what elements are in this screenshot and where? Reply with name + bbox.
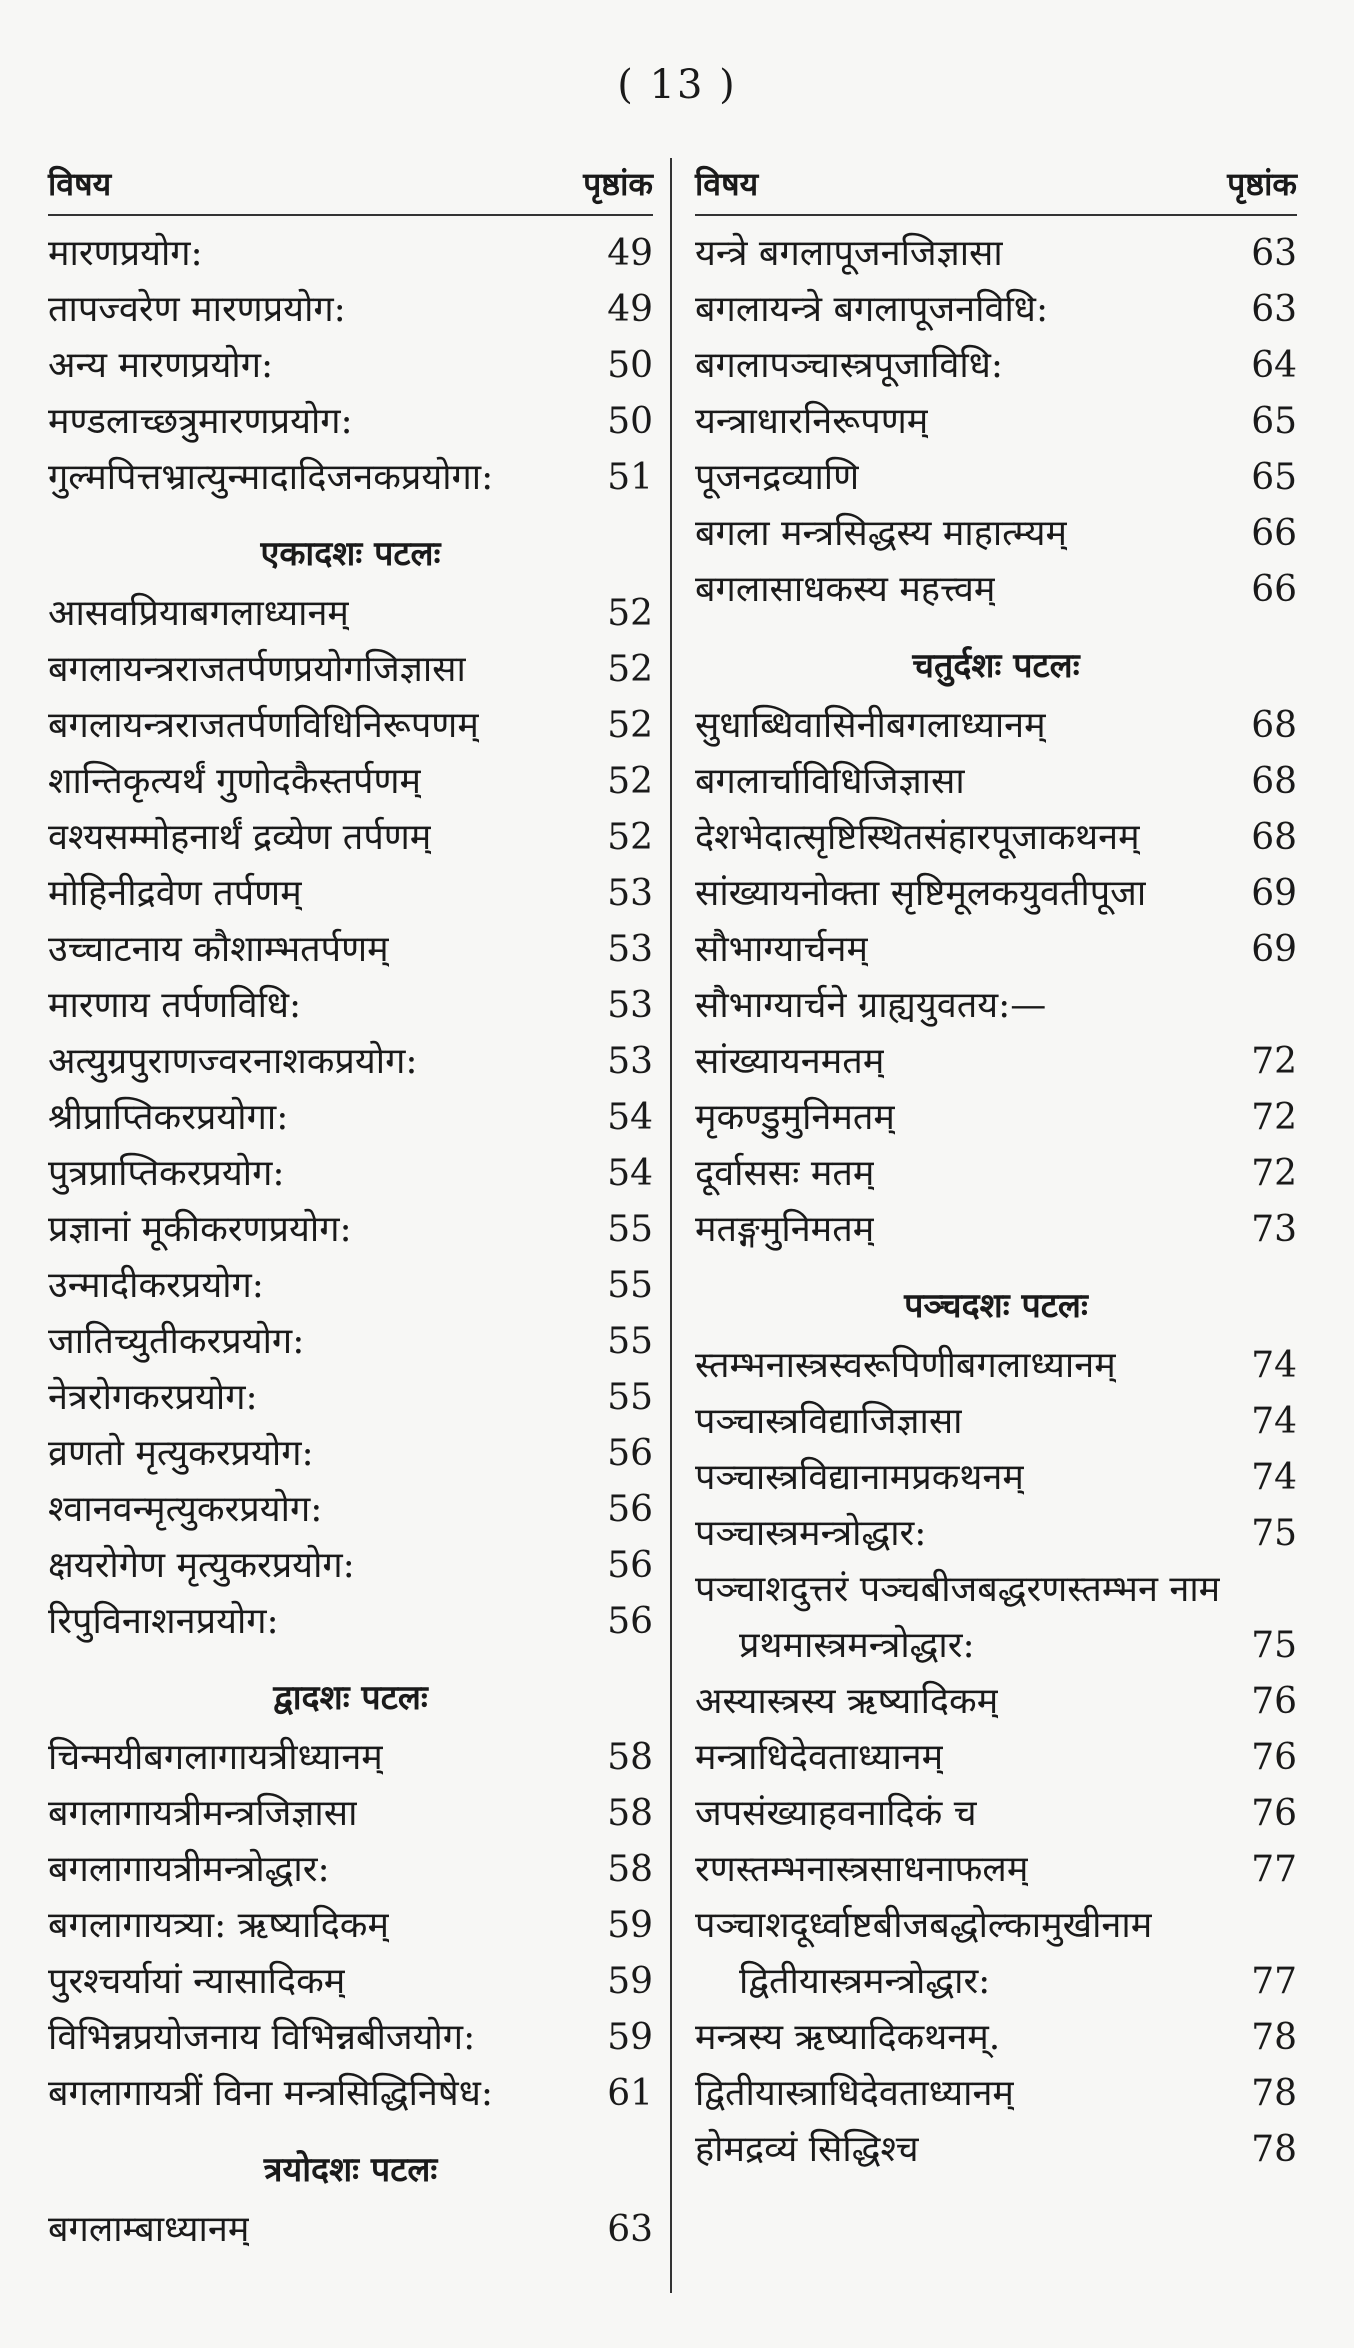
chapter-heading: एकादशः पटलः xyxy=(260,534,441,574)
toc-entry xyxy=(695,1450,1297,1506)
page-number: ( 13 ) xyxy=(617,62,737,108)
toc-entry-title: श्वानवन्मृत्युकरप्रयोग: xyxy=(48,1489,323,1530)
toc-entry-title: मारणप्रयोग: xyxy=(48,233,203,274)
toc-entry-title: मण्डलाच्छत्रुमारणप्रयोग: xyxy=(48,401,353,442)
toc-entry-page: 69 xyxy=(1251,929,1297,970)
toc-entry-title: बगलायन्त्रराजतर्पणविधिनिरूपणम् xyxy=(48,705,479,746)
column-divider xyxy=(670,158,672,2293)
toc-entry xyxy=(695,338,1297,394)
toc-entry-page: 49 xyxy=(607,289,653,330)
toc-entry xyxy=(695,978,1297,1034)
toc-entry xyxy=(48,2202,653,2258)
toc-entry-title: स्तम्भनास्त्रस्वरूपिणीबगलाध्यानम् xyxy=(695,1345,1116,1386)
toc-entry-page: 64 xyxy=(1251,345,1297,386)
toc-entry xyxy=(695,282,1297,338)
toc-entry-title: गुल्मपित्तभ्रात्युन्मादादिजनकप्रयोगा: xyxy=(48,457,494,498)
toc-entry-page: 72 xyxy=(1251,1097,1297,1138)
toc-entry-title: उच्चाटनाय कौशाम्भतर्पणम् xyxy=(48,929,389,970)
toc-entry-page: 66 xyxy=(1251,569,1297,610)
toc-entry-page: 63 xyxy=(1251,289,1297,330)
toc-entry-title: पञ्चास्त्रमन्त्रोद्धार: xyxy=(695,1513,927,1554)
toc-entry-page: 54 xyxy=(607,1153,653,1194)
toc-entry-page: 51 xyxy=(607,457,653,498)
toc-entry xyxy=(695,810,1297,866)
toc-entry-title: जपसंख्याहवनादिकं च xyxy=(695,1793,977,1834)
toc-entry-page: 53 xyxy=(607,985,653,1026)
subject-heading: विषय xyxy=(48,165,112,203)
toc-entry-page: 55 xyxy=(607,1209,653,1250)
toc-entry-title: बगलाम्बाध्यानम् xyxy=(48,2209,250,2250)
chapter-heading: चतुर्दशः पटलः xyxy=(912,646,1080,686)
toc-entry-page: 49 xyxy=(607,233,653,274)
left-column-header xyxy=(48,162,653,216)
toc-entry-title: यन्त्रे बगलापूजनजिज्ञासा xyxy=(695,233,1003,274)
toc-entry-title: पञ्चास्त्रविद्यानामप्रकथनम् xyxy=(695,1457,1024,1498)
toc-entry-title: रिपुविनाशनप्रयोग: xyxy=(48,1601,279,1642)
toc-entry-title: द्वितीयास्त्रमन्त्रोद्धार: xyxy=(739,1961,991,2002)
toc-entry xyxy=(48,2010,653,2066)
toc-entry-page: 53 xyxy=(607,873,653,914)
toc-entry-page: 78 xyxy=(1251,2129,1297,2170)
toc-entry-page: 73 xyxy=(1251,1209,1297,1250)
toc-entry-page: 52 xyxy=(607,817,653,858)
toc-entry-page: 52 xyxy=(607,761,653,802)
left-column xyxy=(48,162,653,2258)
toc-entry-page: 55 xyxy=(607,1321,653,1362)
toc-entry-page: 59 xyxy=(607,1905,653,1946)
chapter-heading: द्वादशः पटलः xyxy=(273,1678,428,1718)
toc-entry xyxy=(48,754,653,810)
toc-entry-page: 59 xyxy=(607,2017,653,2058)
toc-entry-page: 75 xyxy=(1251,1625,1297,1666)
toc-entry-page: 74 xyxy=(1251,1457,1297,1498)
toc-entry xyxy=(48,2066,653,2122)
toc-entry-title: सौभाग्यार्चनम् xyxy=(695,929,868,970)
toc-entry xyxy=(695,1146,1297,1202)
toc-entry-title: शान्तिकृत्यर्थं गुणोदकैस्तर्पणम् xyxy=(48,761,422,802)
toc-entry-page: 53 xyxy=(607,1041,653,1082)
toc-entry xyxy=(695,1394,1297,1450)
toc-entry-title: होमद्रव्यं सिद्धिश्च xyxy=(695,2129,919,2170)
toc-entry-page: 66 xyxy=(1251,513,1297,554)
toc-entry-page: 63 xyxy=(607,2209,653,2250)
chapter-heading: पञ्चदशः पटलः xyxy=(904,1286,1088,1326)
toc-entry-title: बगलासाधकस्य महत्त्वम् xyxy=(695,569,996,610)
toc-entry-page: 56 xyxy=(607,1545,653,1586)
toc-entry xyxy=(48,1258,653,1314)
toc-entry-page: 78 xyxy=(1251,2073,1297,2114)
toc-entry-title: बगलागायत्रीमन्त्रोद्धार: xyxy=(48,1849,330,1890)
toc-entry xyxy=(695,450,1297,506)
toc-entry-page: 55 xyxy=(607,1265,653,1306)
right-column xyxy=(695,162,1297,2178)
toc-entry-title: पञ्चाशदूर्ध्वाष्टबीजबद्धोल्कामुखीनाम xyxy=(695,1905,1153,1946)
toc-entry xyxy=(48,1482,653,1538)
toc-entry-page: 50 xyxy=(607,401,653,442)
toc-entry xyxy=(695,1338,1297,1394)
toc-entry-title: नेत्ररोगकरप्रयोग: xyxy=(48,1377,258,1418)
page-heading: पृष्ठांक xyxy=(583,165,653,203)
right-entries-list xyxy=(695,226,1297,2178)
toc-entry-title: बगला मन्त्रसिद्धस्य माहात्म्यम् xyxy=(695,513,1068,554)
toc-entry-page: 77 xyxy=(1251,1961,1297,2002)
toc-entry-title: प्रथमास्त्रमन्त्रोद्धार: xyxy=(739,1625,975,1666)
toc-entry-title: मोहिनीद्रवेण तर्पणम् xyxy=(48,873,302,914)
toc-entry-title: रणस्तम्भनास्त्रसाधनाफलम् xyxy=(695,1849,1029,1890)
toc-entry-title: सौभाग्यार्चने ग्राह्ययुवतय:— xyxy=(695,985,1047,1026)
toc-entry-title: पूजनद्रव्याणि xyxy=(695,457,860,498)
toc-entry xyxy=(48,450,653,506)
toc-entry-title: बगलापञ्चास्त्रपूजाविधि: xyxy=(695,345,1004,386)
toc-entry-title: अस्यास्त्रस्य ऋष्यादिकम् xyxy=(695,1681,999,1722)
toc-entry xyxy=(695,922,1297,978)
toc-entry xyxy=(695,1954,1297,2010)
toc-entry xyxy=(48,698,653,754)
toc-entry xyxy=(48,1594,653,1650)
toc-entry-title: द्वितीयास्त्राधिदेवताध्यानम् xyxy=(695,2073,1014,2114)
toc-entry-page: 78 xyxy=(1251,2017,1297,2058)
toc-entry-page: 68 xyxy=(1251,761,1297,802)
toc-entry xyxy=(695,506,1297,562)
toc-entry-page: 68 xyxy=(1251,705,1297,746)
toc-entry-page: 76 xyxy=(1251,1793,1297,1834)
toc-entry xyxy=(695,1562,1297,1618)
toc-entry-title: सुधाब्धिवासिनीबगलाध्यानम् xyxy=(695,705,1046,746)
toc-entry xyxy=(695,226,1297,282)
toc-entry xyxy=(48,978,653,1034)
toc-entry-title: चिन्मयीबगलागायत्रीध्यानम् xyxy=(48,1737,383,1778)
toc-entry-page: 58 xyxy=(607,1793,653,1834)
toc-entry-title: पुरश्चर्यायां न्यासादिकम् xyxy=(48,1961,346,2002)
toc-entry-page: 52 xyxy=(607,705,653,746)
toc-entry-title: बगलागायत्र्या: ऋष्यादिकम् xyxy=(48,1905,389,1946)
toc-entry-page: 52 xyxy=(607,649,653,690)
toc-entry xyxy=(48,1034,653,1090)
toc-entry-title: अन्य मारणप्रयोग: xyxy=(48,345,274,386)
toc-entry xyxy=(48,338,653,394)
toc-entry xyxy=(695,2122,1297,2178)
toc-entry-page: 72 xyxy=(1251,1153,1297,1194)
toc-entry-title: पुत्रप्राप्तिकरप्रयोग: xyxy=(48,1153,285,1194)
toc-entry-page: 56 xyxy=(607,1601,653,1642)
toc-entry xyxy=(695,698,1297,754)
toc-entry-title: बगलागायत्रीं विना मन्त्रसिद्धिनिषेध: xyxy=(48,2073,493,2114)
toc-entry xyxy=(695,1674,1297,1730)
toc-entry xyxy=(48,282,653,338)
toc-entry xyxy=(48,922,653,978)
page-heading: पृष्ठांक xyxy=(1227,165,1297,203)
toc-entry-page: 52 xyxy=(607,593,653,634)
toc-entry-title: बगलागायत्रीमन्त्रजिज्ञासा xyxy=(48,1793,358,1834)
toc-entry-title: दूर्वाससः मतम् xyxy=(695,1153,875,1194)
toc-entry xyxy=(48,1370,653,1426)
toc-entry xyxy=(695,1090,1297,1146)
toc-entry xyxy=(48,1538,653,1594)
toc-entry-title: मतङ्गमुनिमतम् xyxy=(695,1209,875,1250)
toc-entry-title: पञ्चास्त्रविद्याजिज्ञासा xyxy=(695,1401,963,1442)
toc-entry-title: बगलायन्त्रे बगलापूजनविधि: xyxy=(695,289,1049,330)
toc-entry-title: वश्यसम्मोहनार्थं द्रव्येण तर्पणम् xyxy=(48,817,432,858)
toc-entry-title: प्रज्ञानां मूकीकरणप्रयोग: xyxy=(48,1209,352,1250)
toc-entry-page: 75 xyxy=(1251,1513,1297,1554)
toc-entry xyxy=(695,1842,1297,1898)
toc-entry xyxy=(695,754,1297,810)
toc-entry-page: 54 xyxy=(607,1097,653,1138)
toc-entry-title: विभिन्नप्रयोजनाय विभिन्नबीजयोग: xyxy=(48,2017,476,2058)
toc-entry-page: 76 xyxy=(1251,1681,1297,1722)
toc-entry-page: 58 xyxy=(607,1849,653,1890)
toc-entry-page: 77 xyxy=(1251,1849,1297,1890)
right-column-header xyxy=(695,162,1297,216)
toc-entry-page: 65 xyxy=(1251,401,1297,442)
toc-entry xyxy=(695,562,1297,618)
subject-heading: विषय xyxy=(695,165,759,203)
toc-entry xyxy=(48,1954,653,2010)
toc-entry xyxy=(695,1506,1297,1562)
toc-entry-title: बगलार्चाविधिजिज्ञासा xyxy=(695,761,965,802)
toc-entry xyxy=(695,866,1297,922)
toc-entry xyxy=(48,810,653,866)
toc-entry xyxy=(48,866,653,922)
toc-entry-title: मन्त्राधिदेवताध्यानम् xyxy=(695,1737,944,1778)
toc-entry-title: तापज्वरेण मारणप्रयोग: xyxy=(48,289,346,330)
toc-entry xyxy=(48,1730,653,1786)
toc-entry xyxy=(695,1786,1297,1842)
toc-entry-page: 72 xyxy=(1251,1041,1297,1082)
toc-entry xyxy=(48,1090,653,1146)
toc-entry-title: जातिच्युतीकरप्रयोग: xyxy=(48,1321,305,1362)
toc-entry-title: बगलायन्त्रराजतर्पणप्रयोगजिज्ञासा xyxy=(48,649,466,690)
toc-entry-page: 56 xyxy=(607,1489,653,1530)
toc-entry xyxy=(48,1146,653,1202)
toc-entry xyxy=(48,1842,653,1898)
toc-entry-title: यन्त्राधारनिरूपणम् xyxy=(695,401,929,442)
toc-entry xyxy=(695,1898,1297,1954)
toc-entry xyxy=(695,394,1297,450)
toc-entry-title: श्रीप्राप्तिकरप्रयोगा: xyxy=(48,1097,289,1138)
toc-entry xyxy=(48,1898,653,1954)
toc-entry-title: सांख्यायनोक्ता सृष्टिमूलकयुवतीपूजा xyxy=(695,873,1147,914)
toc-entry-page: 59 xyxy=(607,1961,653,2002)
toc-entry-page: 55 xyxy=(607,1377,653,1418)
toc-entry-page: 69 xyxy=(1251,873,1297,914)
toc-entry xyxy=(695,1202,1297,1258)
toc-entry-title: देशभेदात्सृष्टिस्थितसंहारपूजाकथनम् xyxy=(695,817,1140,858)
toc-entry-page: 63 xyxy=(1251,233,1297,274)
toc-entry-title: क्षयरोगेण मृत्युकरप्रयोग: xyxy=(48,1545,355,1586)
toc-entry xyxy=(48,642,653,698)
toc-entry-page: 58 xyxy=(607,1737,653,1778)
toc-entry-page: 50 xyxy=(607,345,653,386)
toc-entry-page: 56 xyxy=(607,1433,653,1474)
toc-entry xyxy=(695,1618,1297,1674)
toc-entry xyxy=(48,1426,653,1482)
toc-entry xyxy=(48,1314,653,1370)
toc-entry-title: पञ्चाशदुत्तरं पञ्चबीजबद्धरणस्तम्भन नाम xyxy=(695,1569,1221,1610)
toc-entry-title: उन्मादीकरप्रयोग: xyxy=(48,1265,264,1306)
toc-entry xyxy=(695,1034,1297,1090)
toc-entry-page: 68 xyxy=(1251,817,1297,858)
toc-entry-title: अत्युग्रपुराणज्वरनाशकप्रयोग: xyxy=(48,1041,418,1082)
toc-entry-page: 74 xyxy=(1251,1345,1297,1386)
toc-entry xyxy=(48,226,653,282)
toc-entry-title: मृकण्डुमुनिमतम् xyxy=(695,1097,895,1138)
toc-entry-page: 53 xyxy=(607,929,653,970)
toc-entry xyxy=(48,394,653,450)
toc-entry-page: 74 xyxy=(1251,1401,1297,1442)
left-entries-list xyxy=(48,226,653,2258)
toc-entry-page: 65 xyxy=(1251,457,1297,498)
toc-entry xyxy=(48,1786,653,1842)
toc-entry xyxy=(695,1730,1297,1786)
chapter-heading: त्रयोदशः पटलः xyxy=(263,2150,438,2190)
toc-entry-title: मारणाय तर्पणविधि: xyxy=(48,985,302,1026)
toc-entry-title: सांख्यायनमतम् xyxy=(695,1041,885,1082)
toc-entry xyxy=(48,586,653,642)
toc-entry xyxy=(695,2010,1297,2066)
toc-entry-page: 76 xyxy=(1251,1737,1297,1778)
toc-entry xyxy=(48,1202,653,1258)
toc-entry-page: 61 xyxy=(607,2073,653,2114)
toc-entry xyxy=(695,2066,1297,2122)
toc-entry-title: व्रणतो मृत्युकरप्रयोग: xyxy=(48,1433,314,1474)
toc-entry-title: मन्त्रस्य ऋष्यादिकथनम्. xyxy=(695,2017,1001,2058)
toc-entry-title: आसवप्रियाबगलाध्यानम् xyxy=(48,593,349,634)
